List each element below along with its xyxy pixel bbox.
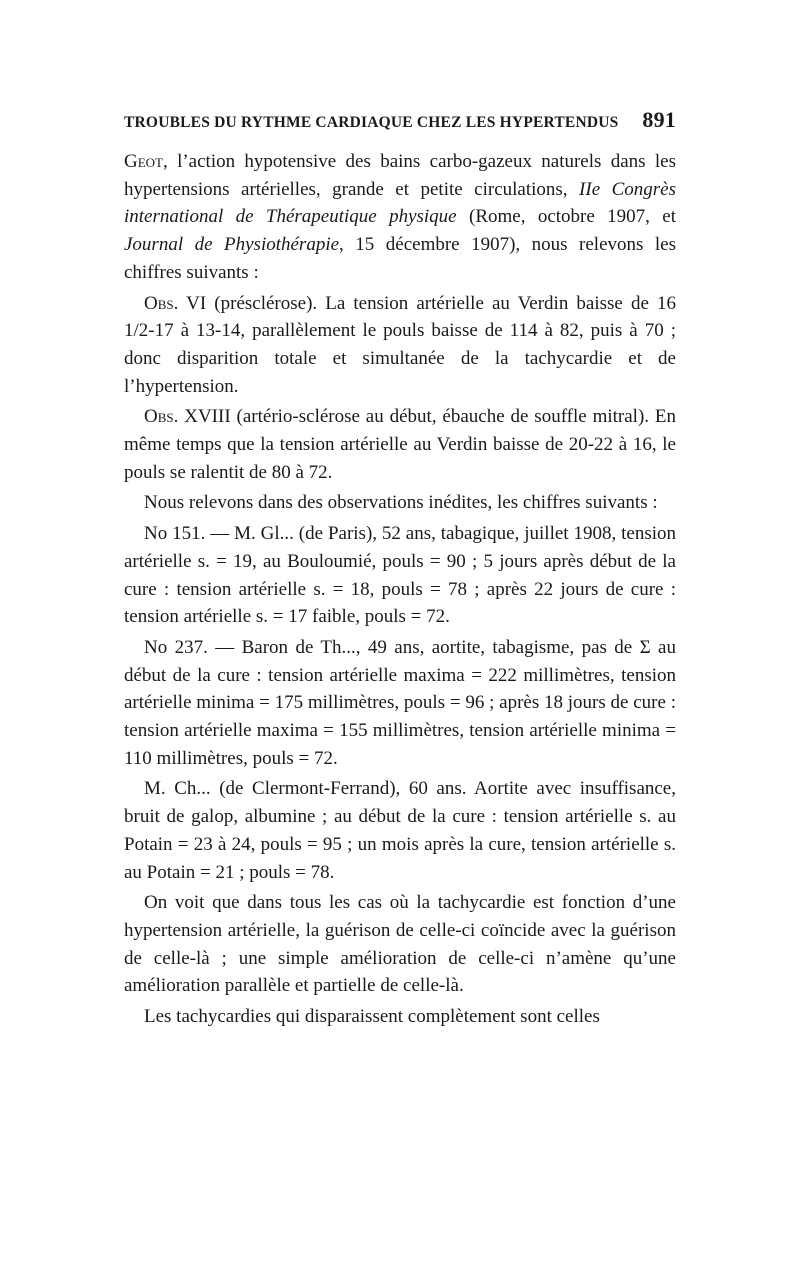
running-title: TROUBLES DU RYTHME CARDIAQUE CHEZ LES HYPERTENDUS <box>124 114 619 131</box>
obs-label: Obs. <box>144 406 179 428</box>
obs-label: Obs. <box>144 292 179 314</box>
paragraph-text: , l’action hypotensive des bains carbo-gazeux naturels dans les hypertensions artérielles, grande et petite circulations, <box>124 151 676 200</box>
paragraph-text: XVIII (artério-sclérose au début, ébauche de souffle mitral). En même temps que la tension artérielle au Verdin baisse de 20-22 à 16, le pouls se ralentit de 80 à 72. <box>124 406 676 483</box>
paragraph-text: (Rome, octobre 1907, et <box>456 206 676 228</box>
running-head <box>124 100 676 140</box>
journal-title: Journal de Physiothérapie <box>124 234 340 256</box>
paragraph-intro-observations: Nous relevons dans des observations inédites, les chiffres suivants : <box>144 492 658 514</box>
paragraph-case-ch: M. Ch... (de Clermont-Ferrand), 60 ans. Aortite avec insuffisance, bruit de galop, albumine ; au début de la cure : tension artérielle s. au Potain = 23 à 24, pouls = 95 ; un mois après la cure, tension artérielle s. au Potain = 21 ; pouls = 78. <box>124 778 676 883</box>
author-name: Geot <box>124 151 163 172</box>
page-number: 891 <box>642 107 676 132</box>
body-text <box>124 148 676 1031</box>
paragraph-geot-citation <box>124 148 676 287</box>
paragraph-text: , 15 décembre 1907), nous relevons les chiffres suivants : <box>124 234 676 283</box>
paragraph-continuation: Les tachycardies qui disparaissent complètement sont celles <box>144 1006 600 1028</box>
paragraph-conclusion: On voit que dans tous les cas où la tachycardie est fonction d’une hypertension artérielle, la guérison de celle-ci coïncide avec la guérison de celle-là ; une simple amélioration de celle-ci n’amène qu’une amélioration parallèle et partielle de celle-là. <box>124 892 676 997</box>
page <box>124 100 676 1031</box>
congress-title: IIe Congrès international de Thérapeutique physique <box>124 178 677 228</box>
paragraph-text: VI (présclérose). La tension artérielle au Verdin baisse de 16 1/2-17 à 13-14, parallèlement le pouls baisse de 114 à 82, puis à 70 ; donc disparition totale et simultanée de la tachycardie et de l’hypertension. <box>124 292 676 397</box>
paragraph-case-151: No 151. — M. Gl... (de Paris), 52 ans, tabagique, juillet 1908, tension artérielle s. = 19, au Bouloumié, pouls = 90 ; 5 jours après début de la cure : tension artérielle s. = 18, pouls = 78 ; après 22 jours de cure : tension artérielle s. = 17 faible, pouls = 72. <box>124 523 676 628</box>
paragraph-obs-xviii <box>124 403 676 486</box>
paragraph-obs-vi <box>124 290 676 401</box>
paragraph-case-237: No 237. — Baron de Th..., 49 ans, aortite, tabagisme, pas de Σ au début de la cure : tension artérielle maxima = 222 millimètres, tension artérielle minima = 175 millimètres, pouls = 96 ; après 18 jours de cure : tension artérielle maxima = 155 millimètres, tension artérielle minima = 110 millimètres, pouls = 72. <box>124 636 676 769</box>
